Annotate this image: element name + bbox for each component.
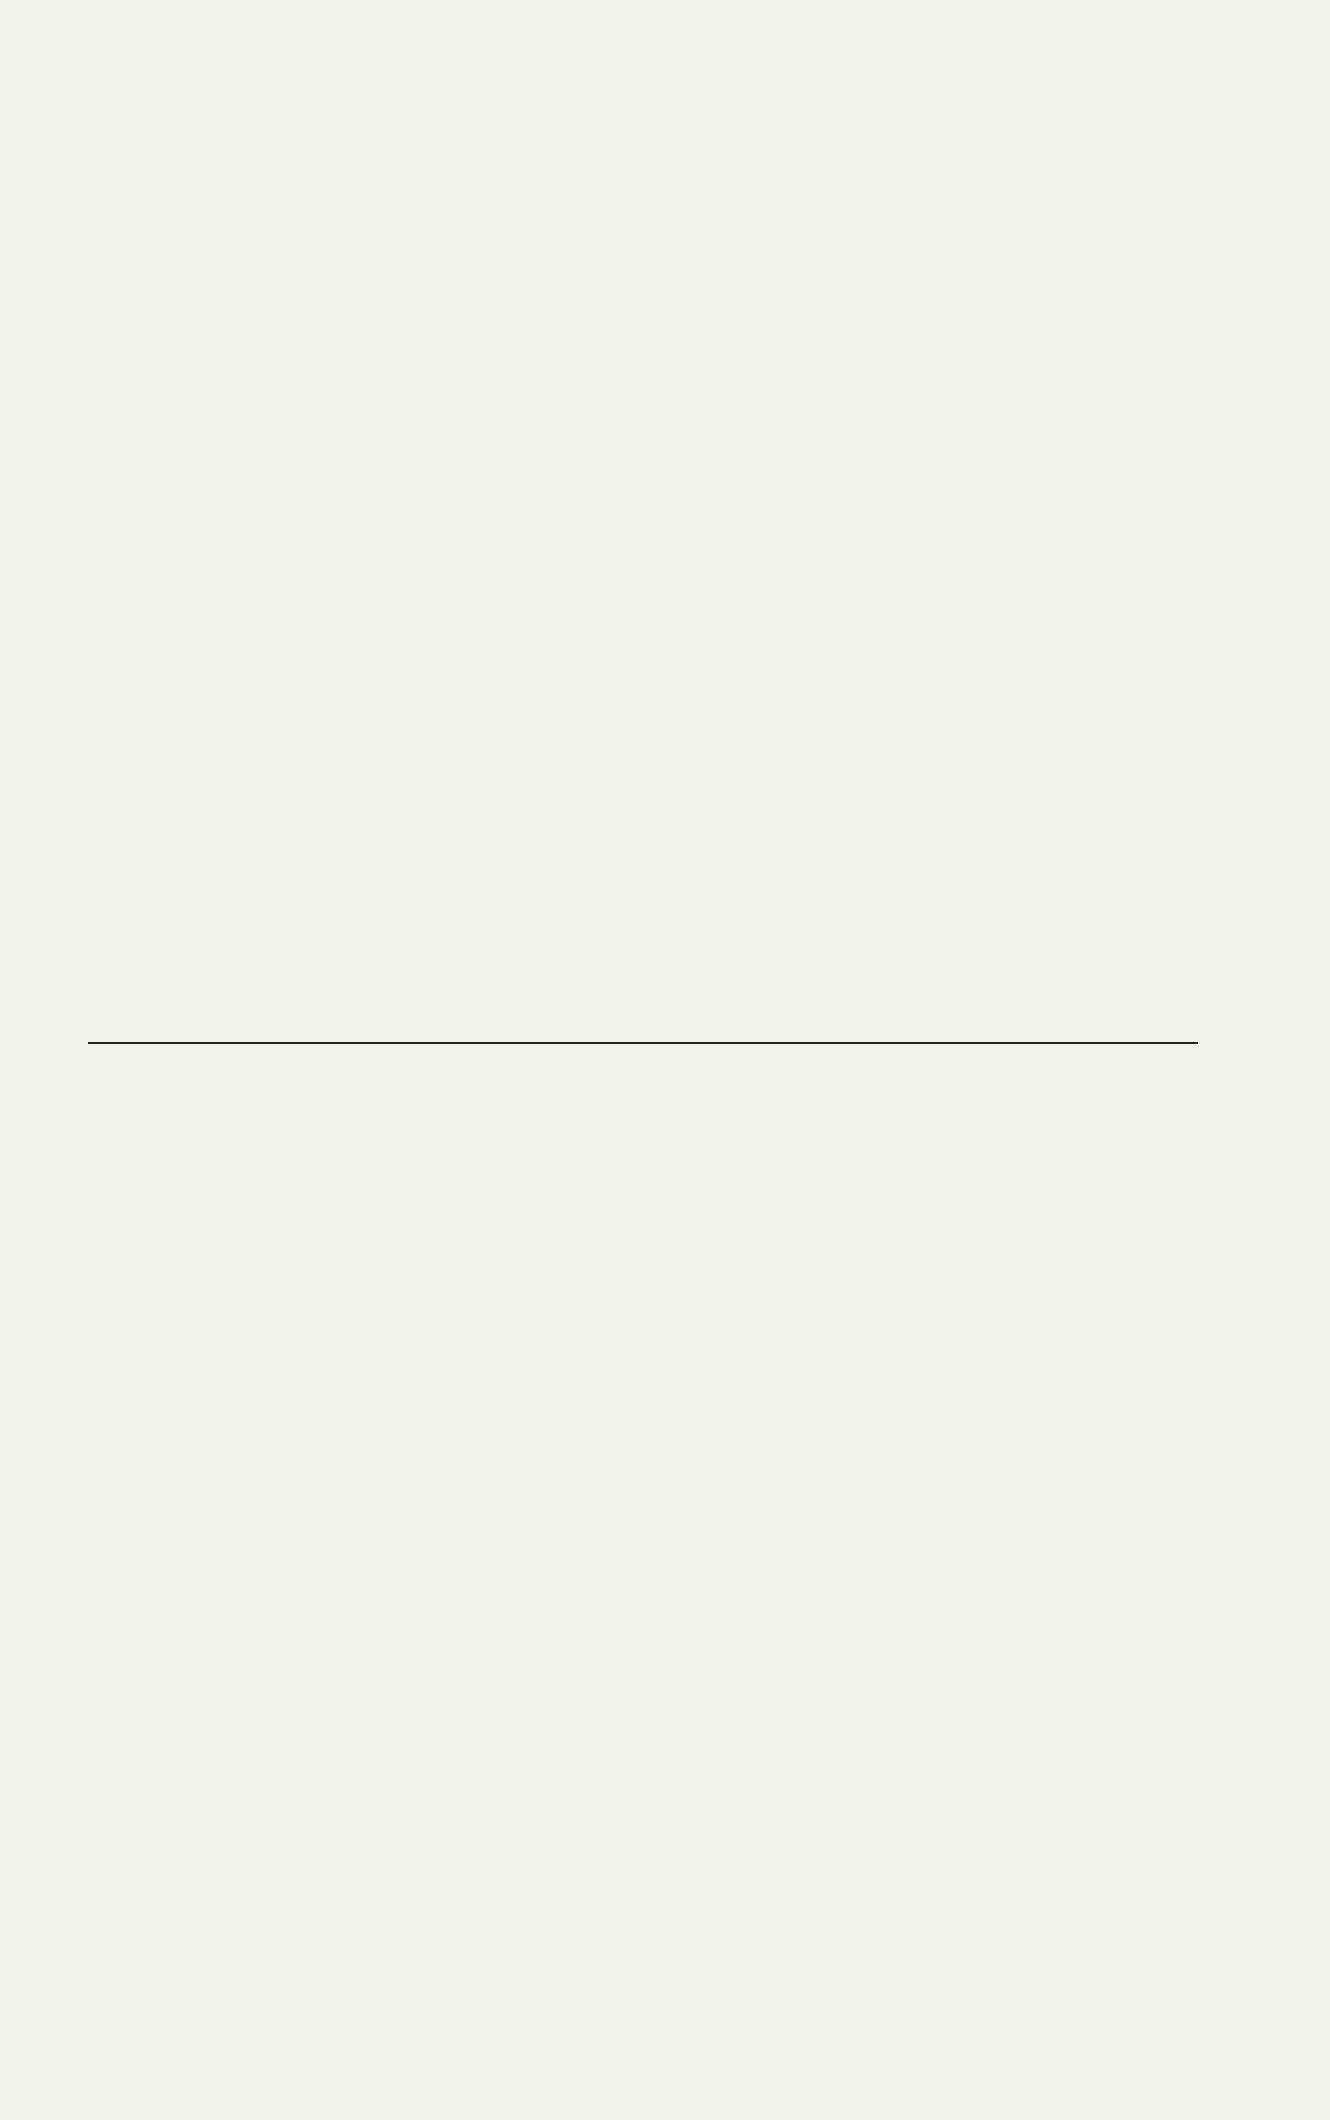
watermark (640, 1068, 1100, 1218)
section-divider (88, 1042, 1198, 1044)
